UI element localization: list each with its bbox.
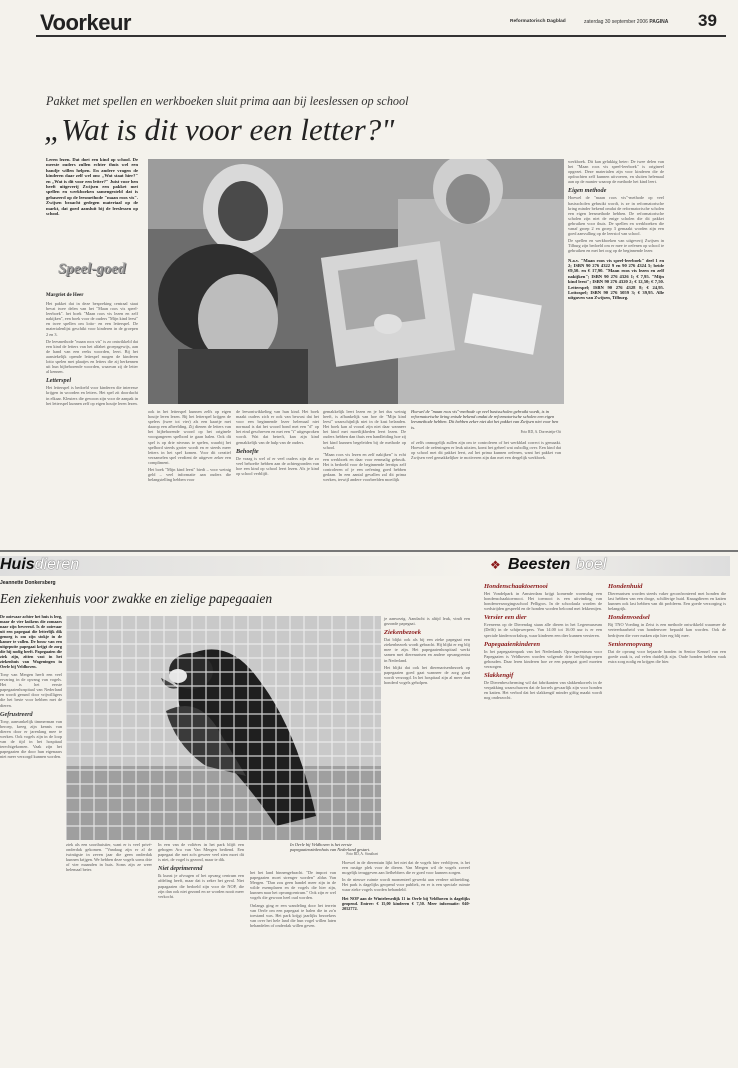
photo-caption: Hoewel de "maan roos vis"-methode op veel basisscholen gebruikt wordt, is in reformatorische kring enisde bekend omdat de reformatorische scholen een eigen leesmethode hebben. Dit hebben zeker niet dat het pakket van Zwijsen niet voor hen is. (411, 409, 559, 430)
huisdieren-col-4 (250, 870, 336, 930)
top-col-3 (236, 409, 319, 478)
section-divider (0, 550, 738, 552)
item-text: De Dierenbescherming wil dat fabrikanten van slakkenkorrels in de verpakking waarschuwen dat de korrels gevaarlijk zijn voor honden en katten. Het verbod dat het slakkengif minder giftig maakt wordt nog onderzocht. (484, 680, 602, 701)
newspaper-name: Reformatorisch Dagblad (510, 19, 566, 24)
masthead-rule (36, 35, 726, 37)
article-kicker: Pakket met spellen en werkboeken sluit prima aan bij leeslessen op school (46, 94, 409, 108)
photo-credit: Foto RD, A. Stouthart (346, 852, 378, 857)
subheading: Letterspel (46, 377, 72, 385)
intro-text: Leren lezen. Dat doet een kind op school. De meeste ouders zullen echter thuis wel een handje willen helpen. En andere vragen de kinderen daar zelf wel om: „Wat staat hier?" en „Wat is dit voor een letter?" Juist voor hen heeft uitgeverij Zwijsen een pakket met spellen en werkboeken samengesteld dat is gebaseerd op de leesmethode "maan roos vis". Zwijsen braacht gedegen materiaal op de markt, dat goed aansluit bij de leeslessen op school. (46, 157, 138, 217)
article-intro (46, 157, 138, 216)
item-text: Eveneens op de Dierendag staan alle dieren in het Legermuseum (Delft) in de schijnwerpers. Van 14.00 tot 16.00 uur is er een speciale kinderworkshop, waar kinderen een dier kunnen versieren. (484, 622, 602, 638)
item-title: Slakkengif (484, 672, 514, 680)
body-text: Tony van Mergen heeft een veel ervaring in de opvang van vogels. Het is het eerste papegaaienhospitaal van Nederland en wordt gerund door vrijwilligers die het beste voor hebben met de dieren. (0, 672, 62, 708)
huisdieren-photo-caption (290, 842, 378, 856)
body-text: Dat blijkt ook als bij een zieke papegaai een ziekenbezoek wordt gebracht. Hij blijkt er erg blij mee te zijn. Het papegaaienhospitaal werkt samen met dierenartsen en andere opvangcentra in Nederland. (384, 637, 470, 663)
page-number: 39 (698, 11, 717, 30)
huisdieren-col-1 (0, 614, 62, 761)
top-col-4 (323, 409, 406, 484)
item-title: Seniorenopvang (608, 640, 653, 648)
huisdieren-col-2 (66, 842, 152, 875)
body-text: In een van de volières in het park blijft een gebogen Ara van Van Mergen bediend. Een papegaai die met zo'n geweer veel zien moet dit is niet, de vogel is gezond, maar te dik. (158, 842, 244, 863)
children-reading-photo (148, 159, 564, 404)
item-title: Versier een dier (484, 614, 527, 622)
body-text: Het blijkt dat ook het dierenartsenbezoek op papegaaien goed gaat wanneer de zorg goed wordt verzorgd. In het hospitaal zijn al meer dan honderd vogels geholpen. (384, 664, 470, 685)
body-text: Ik kunst je afvragen of het opvang centrum een afdeling heeft, maar dat is zeker het geval. Niet papagaaien die bedoeld zijn voor de NOP, die zijn dan ook niet gezond en ze worden nooit meer verkocht. (158, 873, 244, 899)
body-text: je aanwezig. Aandacht is altijd leuk, vindt een gezonde papegaai. (384, 616, 470, 627)
item-text: Dierenartsen worden steeds vaker geconfronteerd met honden die last hebben van een droge, schilferige huid. Knaagdieren en katten kunnen ook last hebben van dit probleem. Een goede verzorging is belangrijk. (608, 591, 726, 612)
article-author: Margriet de Heer (46, 293, 84, 298)
subheading: Niet deprimerend (158, 865, 203, 873)
page-label: PAGINA (649, 19, 669, 25)
subheading: Ziekenbezoek (384, 629, 421, 637)
body-text: Hoewel de "maan roos vis"-methode op veel basisscholen gebruikt wordt, is ze in reformatorische kring minder bekend omdat de reformatorische scholen een eigen leesmethode hebben. De reformatorische scholen zijn niet de enige scholen die dit pakket gebruiken voor thuis. De spellen en werkboeken die vanaf groep 2 en groep 3 gemaakt worden zijn een goed aanvulling op de leerstof van school. (568, 195, 664, 237)
body-text: Tony, aanvankelijk timmerman van beroep, kreeg zijn kennis van dieren door er jarenlang mee te werken. Ook vogels zijn in de loop van de tijd in het hospitaal terechtgekomen. Vaak zijn het papegaaien die door hun eigenaars niet meer verzorgd kunnen worden. (0, 718, 62, 760)
logo-dieren: dieren (34, 556, 80, 573)
huisdieren-logo (0, 556, 474, 576)
beestenboel-column (484, 556, 730, 1066)
subheading: Behoefte (236, 447, 259, 455)
item-text: Het Vondelpark in Amsterdam krijgt komende woensdag een hondenschaaktoernooi. Het toernooi is een uitvinding van hondenverzorgingsschool Pelligros. In de schoolaula worden de wedstrijden gespeeld en de honden worden beloond met lekkernijen. (484, 591, 603, 612)
item-title: Hondenschaaktoernooi (484, 583, 548, 590)
body-text: of zelfs onmogelijk zullen zijn om te controleren of het werkblad correct is gemaakt. Hoewel de oefeningen er leuk uitzien, komt het geheel wat oubollig over. Een kind dat op school met dit pakket leert, zal het prima kunnen oefenen, want het pakket van Zwijsen veel gemakkelijker te motiveren zijn dan met een dergelijk werkboek. (411, 439, 561, 461)
top-col-2 (148, 409, 231, 484)
body-text: De vraag is wel of er veel ouders zijn die zo veel behoefte hebben aan de achtergronden van hoe een kind op school leert lezen. Als je kind op school verblijft. (236, 455, 319, 476)
photo-graphic (66, 616, 381, 840)
lead-text: De ooievaar achter het huis is leeg, maar de vier kuikens die zomaars naar zijn bevreesd. Is de ooievaar uit een papegaai die letterlijk dik genoeg is om zijn stokje in de kamer te vallen. De bouw van een uitgeputte papegaai krijgt de zorg die hij nodig heeft. Papegaaien die ziek zijn, zitten vast in het ziekenhuis van Wageningen in Oerle bij Veldhoven. (0, 614, 62, 669)
beestenboel-col-b (608, 580, 726, 666)
top-col-1 (46, 301, 138, 408)
huisdieren-headline: Een ziekenhuis voor zwakke en zielige papegaaien (0, 591, 273, 606)
body-text: werkboek. Dit kan gelukkig beter: De twee delen van het "Maan roos vis speel-leerboek" is origineel opgezet. Deze materialen zijn voor kinderen die de opdrachten zelf kunnen uitvoeren, en sluiten helemaal aan op de manier waarop de methode het kind leert. (568, 159, 664, 185)
book-info: N.a.v. "Maan roos vis speel-leerboek" deel 1 en 2; ISBN 90 276 4322 9 en 90 276 4324 5; beide €9,50. en € 17,90. "Maan roos vis lezen en zelf nakijken"; ISBN 90 276 4326 1; € 7,95. "Mijn kind leest"; ISBN 90 276 4320 2; € 12,50; € 7,50. Letterspel; ISBN 90 276 4328 8; € 24,95. Lottospel; ISBN 90 276 5059 3; € 39,95. Alle uitgaven van Zwijsen, Tilburg. (568, 257, 664, 301)
masthead-date (584, 19, 668, 25)
huisdieren-col-6 (342, 860, 470, 911)
subheading: Eigen methode (568, 187, 607, 195)
huisdieren-col-3 (158, 842, 244, 901)
beestenboel-logo (484, 556, 730, 576)
body-text: Onlangs ging er een wandeling door het terrein van Oerle om een papegaai te halen die in zo'n toestand was. Het park krijgt jaarlijks bezoekers van over het hele land die hun vogel willen laten behandelen of onderdak willen geven. (250, 902, 336, 928)
body-text: De spellen en werkboeken van uitgeverij Zwijsen in Tilburg zijn bedoeld om er mee te oefenen op school te gebruiken en met het oog op de beginnende lezer. (568, 238, 664, 254)
item-text: Bij TNO Voeding in Zeist is een methode ontwikkeld waarmee de verteerbaarheid van hondenvoer bepaald kan worden. Ook de bedrijven die voer maken zijn hier erg blij mee. (608, 622, 726, 638)
item-title: Papegaaienkinderen (484, 640, 541, 648)
body-text: Het pakket dat in deze bespreking centraal staat bevat twee delen van het "Maan roos vis speel-leerboek". het boek "Maan roos vis lezen en zelf nakijken", een boek voor de ouders "Mijn kind leest" en twee spellen om lotto- en een letterspel. De materialenlijst geschikt voor kinderen in de groepen 2 en 3. (46, 301, 138, 337)
photo-credit: Foto RD, A. Dorresteijn-Ott (520, 429, 561, 434)
rubric-speel-goed: Speel-goed (58, 261, 126, 277)
body-text: de leesontwikkeling van hun kind. Het boek maakt ouders zich er ook van bewust dat het voor een beginnende lezer helemaal niet normaal is dat het woord bond met een "d" op het eind geschreven en met een "t" uitgesproken wordt. Wat dat betreft, kan zijn kind gemakkelijk van de hulp van de ouders. (236, 409, 319, 445)
body-text: In de nieuwe ruimte wordt momenteel gewerkt aan verdere uitbreiding. Het park is dagelijks geopend voor publiek, en er is een speciale ruimte waar zieke vogels worden behandeld. (342, 877, 470, 893)
body-text: gemakkelijk leert lezen en je het dus weinig heeft, is afhankelijk van hoe de "Mijn kind leest" waarschijnlijk niet in de kast belanden. Het boek kan al vooral zijn niet daar wanneer het kind met moeilijkheden leert lezen. De ouders hebben dan thuis een handleiding hoe zij het kind kunnen begeleiden bij de methode op school. (323, 409, 406, 450)
masthead (0, 0, 738, 40)
body-text: Hoewel in de dierentuin lijkt het niet dat de vogels hier verblijven, is het een rustige plek voor de dieren. Van Mergen wil de vogels zoveel mogelijk teruggeven aan liefhebbers die er goed voor kunnen zorgen. (342, 860, 470, 876)
body-text: "Maan roos vis lezen en zelf nakijken" is echt een werkboek en daar voor eenmalig gebruik. Het is bedoeld voor de beginnende leertips zelf controleren of je een oefening goed hebben gedaan. In een aantal gevallen zal dit prima werken, terwijl andere voorbeelden moeilijk (323, 451, 406, 483)
body-text: ziek als een soorthuistier, want er is veel privé-onderdak gekomen. "Vandaag zijn er al de twintigste in zeven jaar die geen onderdak kunnen krijgen. We hebben deze vogels soms drie of vier maanden in huis. Soms zijn ze weer helemaal beter. (66, 842, 152, 873)
huisdieren-author: Jeannette Donkersberg (0, 580, 56, 586)
subheading: Gefrustreerd (0, 710, 33, 718)
body-text: Het boek "Mijn kind leest" biedt – voor weinig geld – veel informatie aan ouders die belangstelling hebben voor (148, 467, 231, 483)
logo-boel: boel (576, 556, 607, 573)
date: zaterdag 30 september 2006 (584, 19, 648, 25)
logo-beesten: Beesten (508, 556, 571, 573)
body-text: ook in het letterspel kunnen zelfs op eigen houtje leren lezen. Bij het letterspel krijgen de spelers (twee tot vier) als een kaartje met daarop een afbeelding. Zij dienen de letters van het bijbehorende woord op het originele voorgangeren spelbord te gaan halen. Ook dit spel is op drie niveaus te spelen, waarbij het spelbord steeds groter wordt en er steeds meer letters in het spel komen. Voor dit creatief verzamelen spel verdient de uitgever zeker een compliment. (148, 409, 231, 465)
article-headline: „Wat is dit voor een letter?" (44, 112, 395, 147)
contact-info: Het NOP aan de Wintelresedijk 11 in Oerle bij Veldhoven is dagelijks geopend. Entree: € 15,00 kinderen € 7,50. Meer informatie: 040-2052772. (342, 895, 470, 911)
body-text: De leesmethode "maan roos vis" is zo ontwikkeld dat een kind de letters van het alfabet groepsgewijs, aan de hand van een reeks woorden, leert. Bij het aanstekelijk opende lettespel mogen de kinderen lotto spelen met plaatjes en letters die zij herkennen uit hun bijbehorende woorden, waarvan zij de letter al kennen. (46, 338, 138, 375)
body-text: het het land binnengebracht. "De import van papegaaien moet strenger worden" aldus Van Mergen. "Dan zou geen handel meer zijn in de wilde exemplaren en de vogels die hier zijn, kunnen naar het opvangcentrum." Ook zijn er wel vogels die gewoon heel oud worden. (250, 870, 336, 901)
parrot-cage-photo (66, 616, 381, 840)
item-title: Hondenvoedsel (608, 614, 650, 622)
top-photo-caption-block (411, 409, 561, 462)
huisdieren-col-5 (384, 616, 470, 687)
item-text: In het papegaaienpark van het Nederlands Opvangcentrum voor Papegaaien is Veldhoven worden volgende drie leeftijdsgroepen gehouden. Daar leren kinderen hoe ze een papegaai goed moeten verzorgen. (484, 648, 602, 669)
body-text: Het letterspel is bedoeld voor kinderen die interesse krijgen in woorden en letters. Het spel zit doordacht in elkaar. Kleuters die gewoon zijn voor de aanpak in het letterspel kunnen zelf op eigen houtje leren lezen. (46, 385, 138, 406)
photo-graphic (148, 159, 564, 404)
photo-caption: In Oerle bij Veldhoven is het eerste papegaaienziekenhuis van Nederland gestart. (290, 842, 371, 853)
beestenboel-col-a (484, 580, 602, 702)
top-col-6 (568, 159, 664, 301)
section-title: Voorkeur (40, 10, 131, 35)
item-title: Hondenhuid (608, 583, 643, 590)
paw-icon: ❖ (490, 558, 501, 572)
item-text: Dat de opvang voor bejaarde honden in Senior Kennel van een goede zaak is, zal velen duidelijk zijn. Oude honden hebben vaak extra zorg nodig en krijgen die hier. (608, 648, 726, 664)
logo-huis: Huis (0, 556, 35, 573)
